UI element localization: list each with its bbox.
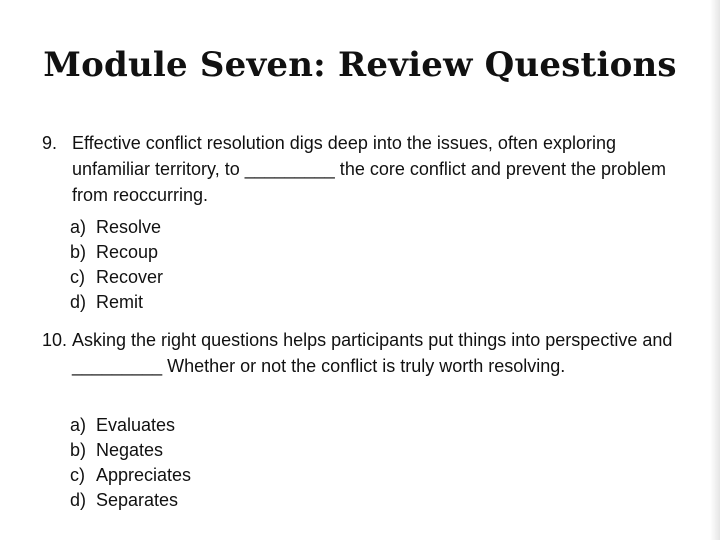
option-text: Resolve bbox=[96, 217, 162, 237]
option-text: Remit bbox=[96, 292, 144, 312]
answer-options-question-10 bbox=[70, 413, 191, 513]
option-text: Appreciates bbox=[96, 465, 192, 485]
option-letter: d) bbox=[70, 490, 87, 510]
option-letter: d) bbox=[70, 292, 87, 312]
question-10 bbox=[42, 327, 682, 379]
answer-option bbox=[70, 438, 191, 463]
question-number: 10. bbox=[42, 330, 68, 350]
option-letter: c) bbox=[70, 267, 85, 287]
option-text: Recover bbox=[96, 267, 164, 287]
option-letter: c) bbox=[70, 465, 85, 485]
slide-title: Module Seven: Review Questions bbox=[43, 45, 677, 85]
option-letter: b) bbox=[70, 242, 87, 262]
option-text: Separates bbox=[96, 490, 179, 510]
question-number: 9. bbox=[42, 133, 58, 153]
answer-option bbox=[70, 413, 191, 438]
question-text: Asking the right questions helps participants put things into perspective and _________ Whether or not the conflict is truly worth resolving. bbox=[72, 330, 673, 376]
answer-option bbox=[70, 463, 191, 488]
option-letter: a) bbox=[70, 217, 87, 237]
answer-options-question-9 bbox=[70, 215, 163, 315]
answer-option bbox=[70, 215, 163, 240]
answer-option bbox=[70, 265, 163, 290]
option-text: Recoup bbox=[96, 242, 159, 262]
question-9 bbox=[42, 130, 682, 208]
answer-option bbox=[70, 240, 163, 265]
option-letter: b) bbox=[70, 440, 87, 460]
option-letter: a) bbox=[70, 415, 87, 435]
answer-option bbox=[70, 290, 163, 315]
option-text: Negates bbox=[96, 440, 164, 460]
answer-option bbox=[70, 488, 191, 513]
option-text: Evaluates bbox=[96, 415, 176, 435]
question-text: Effective conflict resolution digs deep into the issues, often exploring unfamiliar territory, to _________ the core conflict and prevent the problem from reoccurring. bbox=[72, 133, 666, 205]
